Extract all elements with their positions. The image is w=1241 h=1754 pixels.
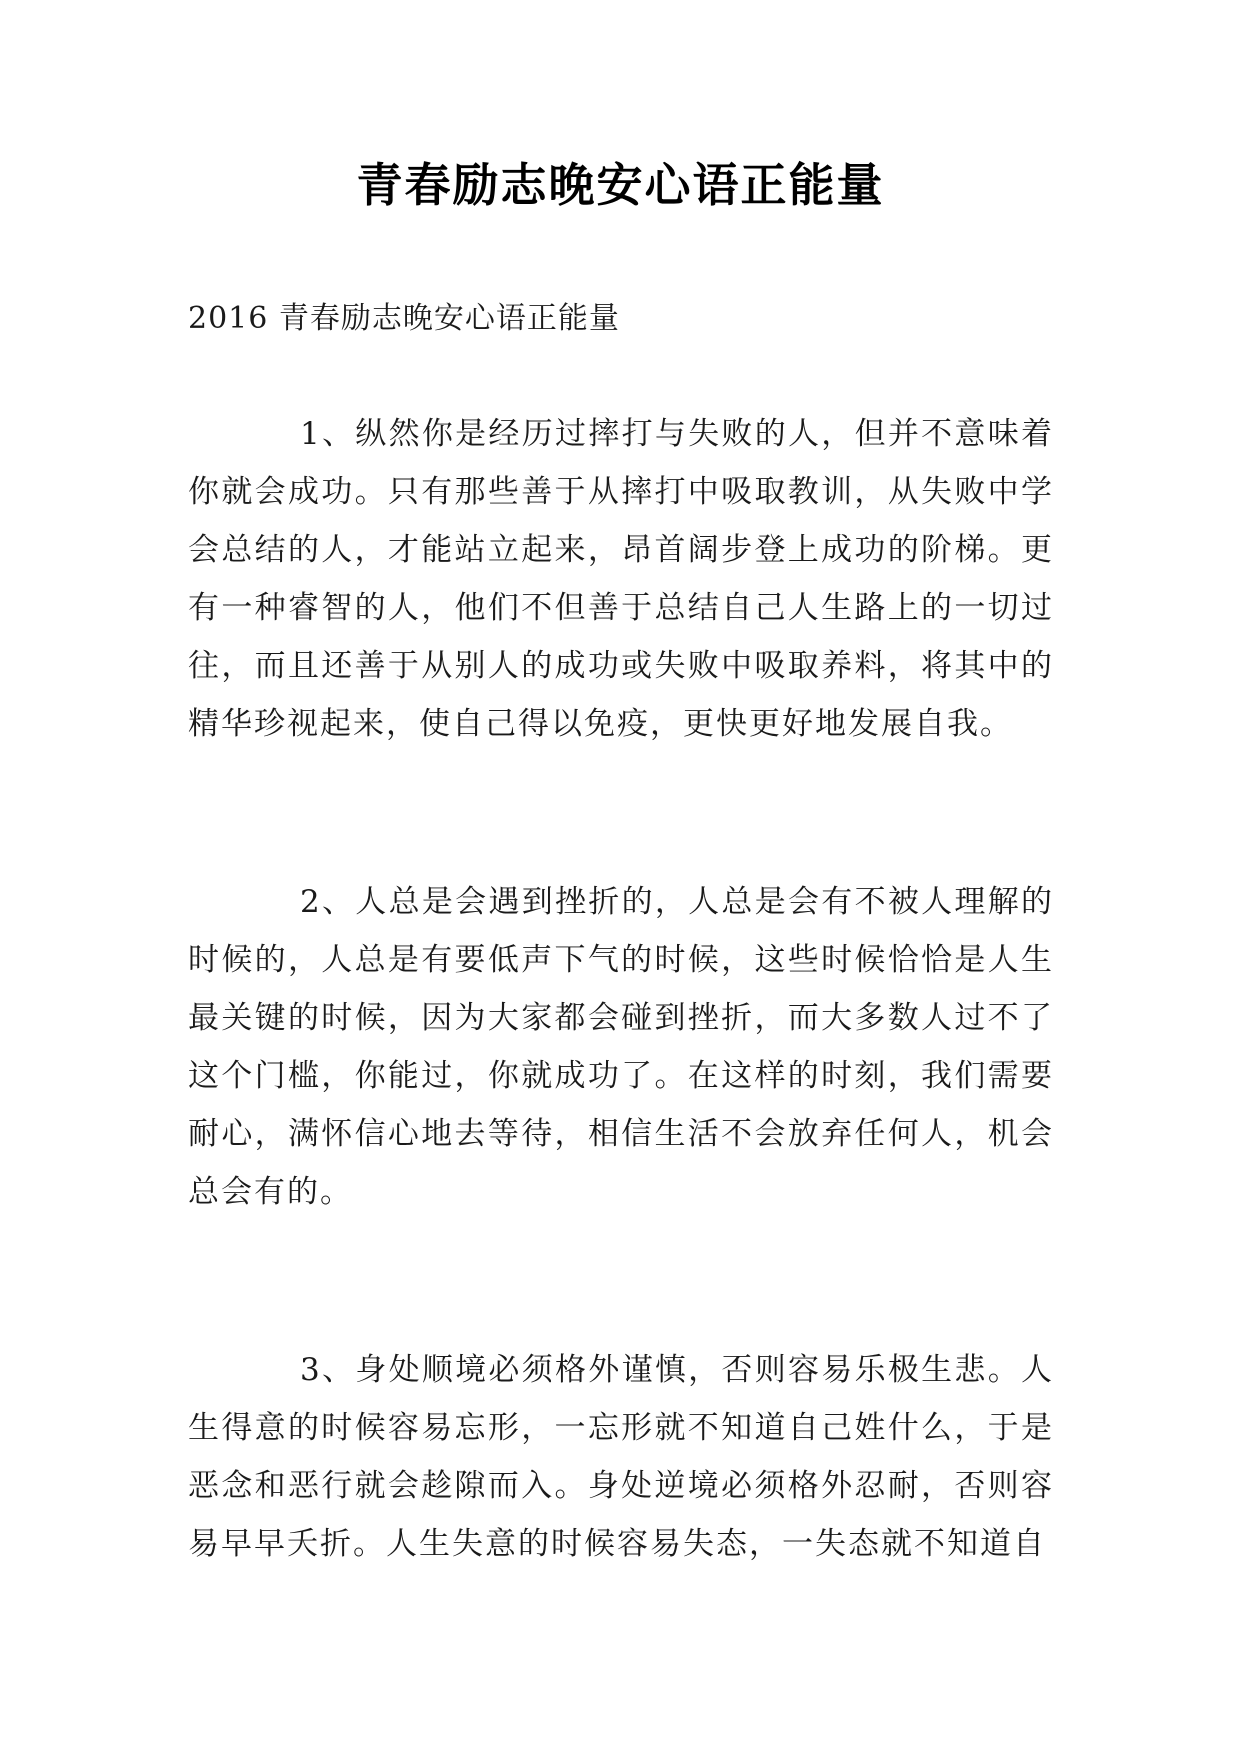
paragraph-1: 1、纵然你是经历过摔打与失败的人，但并不意味着你就会成功。只有那些善于从摔打中吸取教训，从失败中学会总结的人，才能站立起来，昂首阔步登上成功的阶梯。更有一种睿智的人，他们不但善于总结自己人生路上的一切过往，而且还善于从别人的成功或失败中吸取养料，将其中的精华珍视起来，使自己得以免疫，更快更好地发展自我。 [188, 416, 1054, 742]
document-subtitle: 2016 青春励志晚安心语正能量 [188, 301, 620, 336]
paragraph-2: 2、人总是会遇到挫折的，人总是会有不被人理解的时候的，人总是有要低声下气的时候，这些时候恰恰是人生最关键的时候，因为大家都会碰到挫折，而大多数人过不了这个门槛，你能过，你就成功了。在这样的时刻，我们需要耐心，满怀信心地去等待，相信生活不会放弃任何人，机会总会有的。 [188, 884, 1054, 1210]
document-title: 青春励志晚安心语正能量 [356, 158, 885, 212]
paragraph-3: 3、身处顺境必须格外谨慎，否则容易乐极生悲。人生得意的时候容易忘形，一忘形就不知道自己姓什么，于是恶念和恶行就会趁隙而入。身处逆境必须格外忍耐，否则容易早早夭折。人生失意的时候容易失态，一失态就不知道自 [188, 1352, 1054, 1562]
